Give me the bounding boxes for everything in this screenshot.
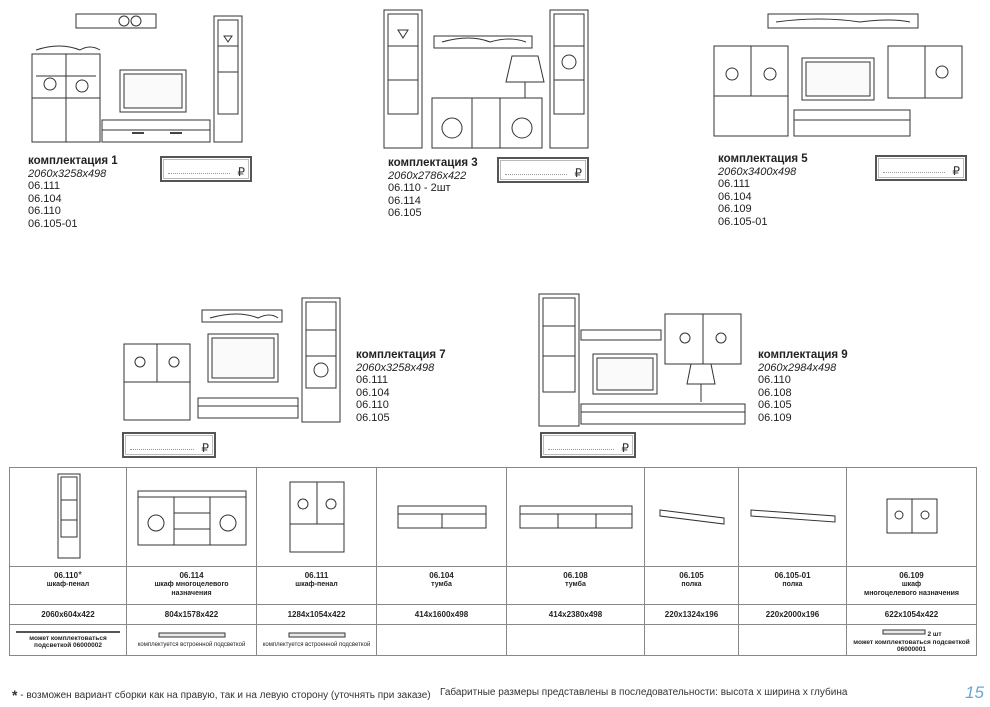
set-9-price-field[interactable] [540, 432, 636, 458]
module-dims: 622x1054x422 [847, 605, 977, 625]
sideboard-icon [132, 481, 252, 551]
module-image-06-114 [127, 468, 257, 567]
module-note [739, 625, 847, 656]
currency-sign: ₽ [574, 166, 582, 180]
set-7-module: 06.104 [356, 386, 390, 399]
module-name-line2: назначения [171, 590, 212, 597]
long-shelf-icon [745, 496, 841, 536]
module-dims: 2060x604x422 [10, 605, 127, 625]
wall-cabinet-icon [877, 491, 947, 541]
page-number: 15 [965, 683, 984, 702]
footer-assembly-note [12, 687, 431, 703]
module-code: 06.105 [679, 571, 704, 580]
set-9-module: 06.105 [758, 399, 792, 411]
set-1-module: 06.104 [28, 192, 62, 205]
set-5-dims: 2060x3400x498 [718, 165, 797, 178]
tv-stand-icon [392, 496, 492, 536]
set-3-dims: 2060x2786x422 [388, 169, 467, 182]
price-line [168, 173, 230, 174]
footer-dims-note: Габаритные размеры представлены в последовательности: высота х ширина х глубина [440, 687, 848, 698]
led-strip-icon [287, 631, 347, 639]
set-3-module: 06.110 - 2шт [388, 182, 451, 194]
module-name-cell [739, 567, 847, 605]
set-9-module: 06.109 [758, 411, 792, 424]
set-3-drawing [380, 6, 595, 151]
module-name: тумба [565, 581, 586, 588]
currency-sign: ₽ [621, 441, 629, 455]
module-dims: 1284x1054x422 [257, 605, 377, 625]
module-note-text: может комплектоваться подсветкой 06000001 [853, 638, 970, 653]
module-name: шкаф-пенал [46, 581, 90, 588]
set-1-module: 06.110 [28, 205, 61, 217]
price-line [883, 172, 945, 173]
set-3-illustration [380, 6, 595, 151]
module-note [10, 625, 127, 656]
led-strip-icon [157, 631, 227, 639]
module-dims: 220x2000x196 [739, 605, 847, 625]
module-code: 06.104 [429, 571, 454, 580]
module-image-06-108 [507, 468, 645, 567]
set-1-module: 06.111 [28, 180, 61, 192]
module-code: 06.105-01 [774, 571, 811, 580]
footer-note-text: - возможен вариант сборки как на правую, так и на левую сторону (уточнять при заказе) [20, 690, 431, 701]
set-9-title: комплектация 9 [758, 349, 848, 361]
set-7-title: комплектация 7 [356, 349, 446, 361]
module-image-06-105-01 [739, 468, 847, 567]
module-dims: 414x2380x498 [507, 605, 645, 625]
module-name-cell [847, 567, 977, 605]
long-tv-stand-icon [516, 496, 636, 536]
set-7-price-field[interactable] [122, 432, 216, 458]
set-1-module: 06.105-01 [28, 217, 78, 230]
set-7-drawing [118, 292, 343, 428]
module-name-cell [377, 567, 507, 605]
set-9-module: 06.110 [758, 374, 791, 386]
module-name-cell [10, 567, 127, 605]
module-note-text: может комплектоваться подсветкой 06000002 [29, 635, 107, 649]
price-line [130, 449, 194, 450]
module-name: тумба [431, 581, 452, 588]
module-image-06-110 [10, 468, 127, 567]
module-name: полка [681, 581, 702, 588]
set-7-module: 06.111 [356, 374, 389, 386]
set-9-drawing [535, 292, 750, 428]
set-1-illustration [20, 6, 245, 151]
module-name-cell [257, 567, 377, 605]
module-name-cell [507, 567, 645, 605]
module-note [377, 625, 507, 656]
set-3-price-field[interactable] [497, 157, 589, 183]
module-name: шкаф-пенал [295, 581, 338, 588]
set-1-price-field[interactable] [160, 156, 252, 182]
set-7-module: 06.110 [356, 399, 389, 411]
module-name-line2: многоцелевого назначения [864, 590, 959, 597]
module-code: 06.108 [563, 571, 588, 580]
currency-sign: ₽ [237, 165, 245, 179]
set-7-module: 06.105 [356, 411, 390, 424]
module-code: 06.109 [899, 571, 924, 580]
led-strip-icon [881, 628, 927, 636]
module-note [257, 625, 377, 656]
module-note [127, 625, 257, 656]
module-code: 06.110 [54, 571, 79, 580]
set-9-info [758, 349, 848, 424]
set-5-illustration [710, 12, 970, 142]
set-1-title: комплектация 1 [28, 155, 118, 167]
module-name: полка [782, 581, 803, 588]
set-9-illustration [535, 292, 750, 428]
set-3-module: 06.114 [388, 194, 421, 207]
table-row-notes [10, 625, 977, 656]
module-note-text: комплектуется встроенной подсветкой [137, 642, 246, 648]
set-7-illustration [118, 292, 343, 428]
module-name-cell [127, 567, 257, 605]
set-5-title: комплектация 5 [718, 153, 808, 165]
module-name: шкаф многоцелевого [154, 581, 229, 588]
module-name-cell [645, 567, 739, 605]
module-note-text: комплектуется встроенной подсветкой [262, 642, 371, 648]
module-image-06-105 [645, 468, 739, 567]
module-note [507, 625, 645, 656]
module-note [847, 625, 977, 656]
module-name: шкаф [901, 581, 922, 588]
module-dims: 804x1578x422 [127, 605, 257, 625]
set-5-module: 06.104 [718, 190, 752, 203]
module-image-06-111 [257, 468, 377, 567]
set-5-price-field[interactable] [875, 155, 967, 181]
module-image-06-109 [847, 468, 977, 567]
set-1-drawing [20, 6, 245, 151]
display-cabinet-icon [282, 476, 352, 556]
module-code: 06.111 [304, 571, 329, 580]
modules-table [9, 467, 977, 656]
set-5-module: 06.109 [718, 203, 752, 215]
set-3-info [388, 157, 478, 220]
set-9-module: 06.108 [758, 386, 792, 399]
footer-star: * [12, 687, 18, 703]
set-3-title: комплектация 3 [388, 157, 478, 169]
module-image-06-104 [377, 468, 507, 567]
module-dims: 220x1324x196 [645, 605, 739, 625]
module-dims: 414x1600x498 [377, 605, 507, 625]
price-line [505, 174, 567, 175]
set-7-info [356, 349, 446, 424]
set-5-module: 06.105-01 [718, 215, 768, 228]
module-extra: 2 шт [927, 630, 942, 638]
star-mark: * [78, 570, 82, 581]
set-7-dims: 2060x3258x498 [356, 361, 435, 374]
currency-sign: ₽ [201, 441, 209, 455]
table-row-images [10, 468, 977, 567]
set-1-info [28, 155, 118, 230]
cabinet-tall-icon [48, 470, 88, 562]
module-code: 06.114 [179, 571, 204, 580]
module-note [645, 625, 739, 656]
currency-sign: ₽ [952, 164, 960, 178]
price-line [548, 449, 614, 450]
shelf-icon [652, 496, 732, 536]
set-3-module: 06.105 [388, 207, 422, 219]
set-5-drawing [710, 12, 970, 142]
table-row-dims [10, 605, 977, 625]
table-row-names [10, 567, 977, 605]
set-5-info [718, 153, 808, 228]
set-5-module: 06.111 [718, 178, 751, 190]
set-1-dims: 2060x3258x498 [28, 167, 107, 180]
set-9-dims: 2060x2984x498 [758, 361, 837, 374]
